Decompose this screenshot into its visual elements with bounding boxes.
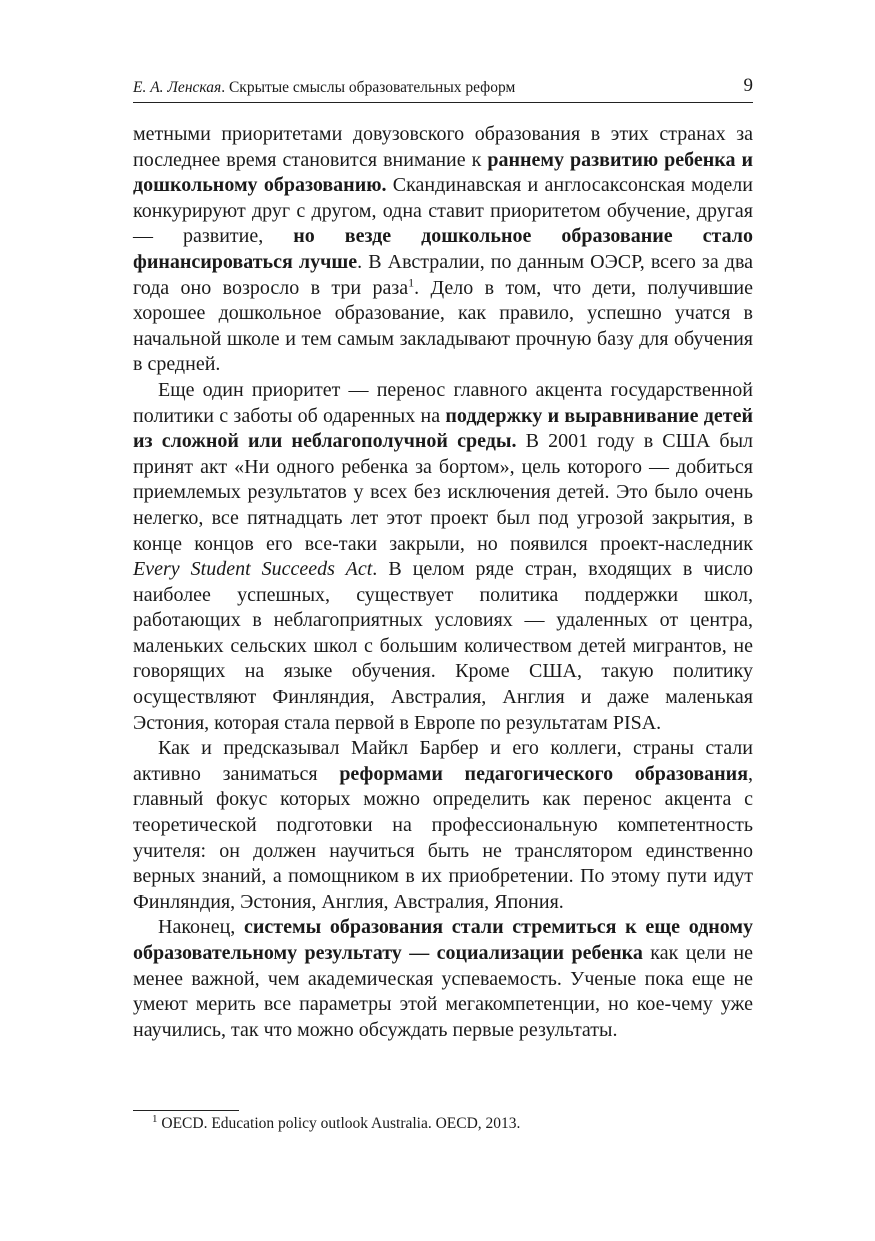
paragraph-3 xyxy=(133,736,753,915)
footnote-text: OECD. Education policy outlook Australia. OECD, 2013. xyxy=(157,1115,521,1132)
text-span: как цели не менее важной, чем академическая успеваемость. Ученые пока еще не умеют мерить все параметры этой мегакомпетенции, но кое-чему уже научились, так что можно обсуждать первые результаты. xyxy=(133,942,753,1041)
text-span: , главный фокус которых можно определить как перенос акцента с теоретической подготовки на профессиональную компетентность учителя: он должен научиться быть не транслятором единственно верных знаний, а помощником в их приобретении. По этому пути идут Финляндия, Эстония, Англия, Австралия, Япония. xyxy=(133,762,754,913)
text-span: . В целом ряде стран, входящих в число наиболее успешных, существует политика поддержки школ, работающих в неблагоприятных условиях — удаленных от центра, маленьких сельских школ с большим количеством детей мигрантов, не говорящих на языке обучения. Кроме США, такую политику осуществляют Финляндия, Австралия, Англия и даже маленькая Эстония, которая стала первой в Европе по результатам PISA. xyxy=(133,558,754,734)
paragraph-2 xyxy=(133,378,753,736)
header-separator: . xyxy=(221,79,229,96)
footnote xyxy=(152,1114,752,1134)
main-text xyxy=(133,122,753,1043)
text-span: В 2001 году в США был принят акт «Ни одного ребенка за бортом», цель которого — добиться приемлемых результатов у всех без исключения детей. Это было очень нелегко, все пятнадцать лет этот проект был под угрозой закрытия, в конце концов его все-таки закрыли, но появился проект-наследник xyxy=(133,430,754,555)
text-span: Наконец, xyxy=(158,916,244,939)
italic-phrase: Every Student Succeeds Act xyxy=(133,558,373,581)
text-span: Как и предсказывал Майкл Барбер и его коллеги, страны стали активно заниматься xyxy=(133,737,753,785)
bold-phrase: реформами педагогического образования xyxy=(339,762,749,785)
bold-phrase: поддержку и выравнивание детей из сложной или неблагополучной среды. xyxy=(133,404,753,453)
paragraph-1 xyxy=(133,122,753,378)
text-span: Еще один приоритет — перенос главного акцента государственной политики с заботы об одаренных на xyxy=(133,378,753,427)
footnote-marker: 1 xyxy=(152,1112,158,1125)
paragraph-4 xyxy=(133,915,753,1043)
header-author: Е. А. Ленская xyxy=(133,79,222,96)
running-header xyxy=(133,75,753,103)
text-span: . В Австралии, по данным ОЭСР, всего за два года оно возросло в три раза xyxy=(133,250,753,299)
header-title: Скрытые смыслы образовательных реформ xyxy=(228,79,516,96)
text-span: метными приоритетами довузовского образования в этих странах за последнее время становится внимание к xyxy=(133,123,753,171)
text-span: Скандинавская и англосаксонская модели конкурируют друг с другом, одна ставит приоритетом обучение, другая — развитие, xyxy=(133,174,753,248)
bold-phrase: но везде дошкольное образование стало финансироваться лучше xyxy=(133,225,753,273)
footnote-divider xyxy=(133,1110,239,1111)
text-span: . Дело в том, что дети, получившие хорошее дошкольное образование, как правило, успешно учатся в начальной школе и тем самым закладывают прочную базу для обучения в средней. xyxy=(133,276,754,376)
footnote-reference: 1 xyxy=(408,274,415,289)
page-number: 9 xyxy=(743,75,753,96)
bold-phrase: системы образования стали стремиться к еще одному образовательному результату — социализации ребенка xyxy=(133,916,753,964)
bold-phrase: раннему развитию ребенка и дошкольному образованию. xyxy=(133,148,754,197)
